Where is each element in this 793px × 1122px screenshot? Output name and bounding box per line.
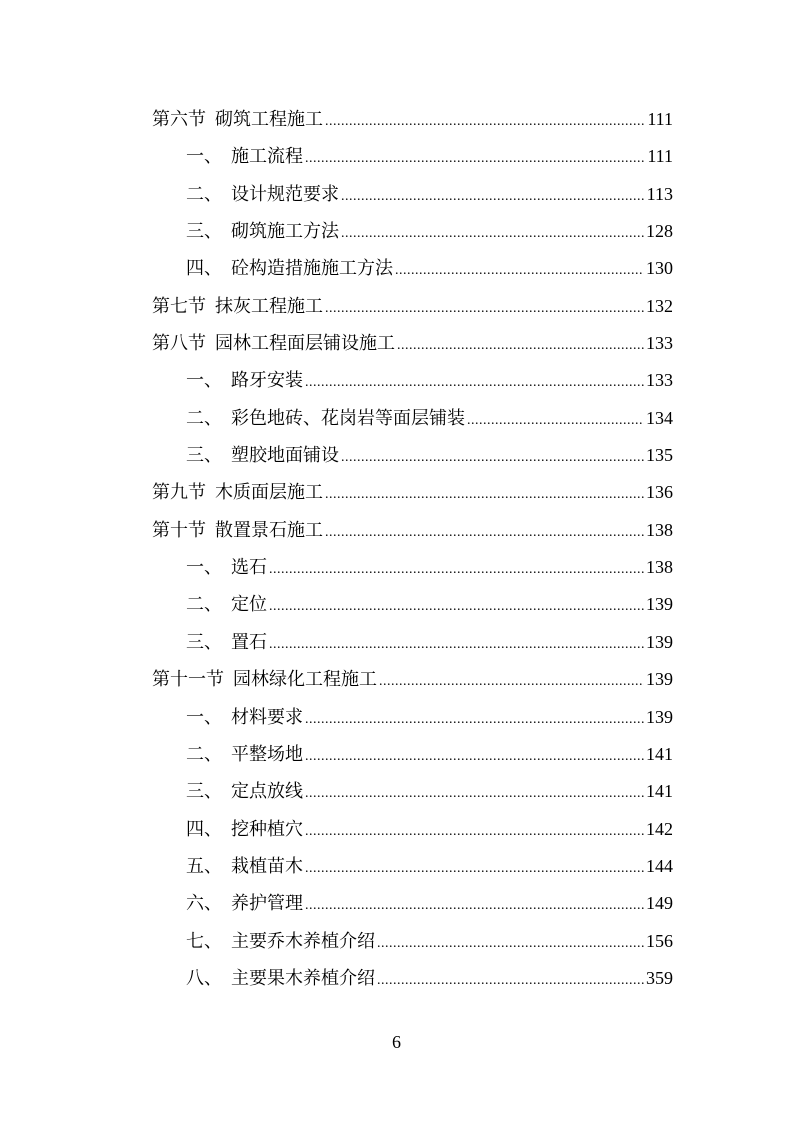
toc-entry-page: 141 <box>646 743 673 764</box>
toc-entry-title: 定点放线 <box>231 781 303 803</box>
toc-subsection-entry[interactable] <box>152 549 673 586</box>
toc-entry-title: 园林工程面层铺设施工 <box>215 333 395 355</box>
toc-entry-number: 二、 <box>186 743 222 765</box>
toc-subsection-entry[interactable] <box>152 176 673 213</box>
toc-entry-page: 156 <box>646 930 673 951</box>
toc-entry-title: 置石 <box>231 631 267 653</box>
toc-subsection-entry[interactable] <box>152 960 673 997</box>
toc-dot-leader <box>395 252 644 289</box>
toc-entry-page: 139 <box>646 669 673 690</box>
toc-dot-leader <box>341 215 644 252</box>
toc-subsection-entry[interactable] <box>152 848 673 885</box>
toc-entry-page: 113 <box>646 183 673 204</box>
toc-entry-title: 主要果木养植介绍 <box>231 967 375 989</box>
toc-dot-leader <box>379 663 644 700</box>
toc-entry-number: 四、 <box>186 258 222 280</box>
toc-entry-number: 三、 <box>186 445 222 467</box>
toc-entry-page: 139 <box>646 706 673 727</box>
toc-entry-page: 149 <box>646 893 673 914</box>
toc-entry-number: 第九节 <box>152 482 206 504</box>
toc-dot-leader <box>305 701 644 738</box>
toc-section-entry[interactable] <box>152 661 673 698</box>
toc-section-entry[interactable] <box>152 288 673 325</box>
toc-dot-leader <box>467 402 644 439</box>
toc-entry-page: 133 <box>646 370 673 391</box>
toc-entry-page: 111 <box>647 146 673 167</box>
toc-dot-leader <box>341 178 645 215</box>
toc-entry-page: 138 <box>646 557 673 578</box>
toc-subsection-entry[interactable] <box>152 400 673 437</box>
toc-dot-leader <box>377 962 644 999</box>
toc-entry-page: 135 <box>646 445 673 466</box>
toc-subsection-entry[interactable] <box>152 923 673 960</box>
toc-entry-page: 111 <box>647 109 673 129</box>
toc-subsection-entry[interactable] <box>152 437 673 474</box>
toc-subsection-entry[interactable] <box>152 624 673 661</box>
toc-dot-leader <box>305 775 644 812</box>
toc-entry-number: 四、 <box>186 818 222 840</box>
toc-entry-title: 抹灰工程施工 <box>215 295 323 317</box>
table-of-contents <box>152 101 673 997</box>
toc-entry-number: 七、 <box>186 930 222 952</box>
toc-entry-number: 五、 <box>186 855 222 877</box>
toc-subsection-entry[interactable] <box>152 250 673 287</box>
toc-entry-number: 一、 <box>186 370 222 392</box>
toc-entry-number: 第八节 <box>152 333 206 355</box>
toc-entry-title: 材料要求 <box>231 706 303 728</box>
toc-subsection-entry[interactable] <box>152 699 673 736</box>
toc-dot-leader <box>305 738 644 775</box>
toc-entry-title: 施工流程 <box>231 146 303 168</box>
toc-entry-title: 挖种植穴 <box>231 818 303 840</box>
toc-entry-number: 一、 <box>186 557 222 579</box>
toc-dot-leader <box>305 140 645 177</box>
toc-section-entry[interactable] <box>152 474 673 511</box>
toc-section-entry[interactable] <box>152 512 673 549</box>
toc-dot-leader <box>325 103 645 140</box>
toc-entry-title: 塑胶地面铺设 <box>231 445 339 467</box>
toc-entry-number: 第六节 <box>152 109 206 130</box>
toc-entry-title: 彩色地砖、花岗岩等面层铺装 <box>231 407 465 429</box>
toc-entry-page: 138 <box>646 519 673 540</box>
toc-subsection-entry[interactable] <box>152 138 673 175</box>
toc-entry-number: 第七节 <box>152 295 206 317</box>
toc-entry-title: 选石 <box>231 557 267 579</box>
toc-dot-leader <box>305 813 644 850</box>
toc-dot-leader <box>377 925 644 962</box>
toc-dot-leader <box>325 514 644 551</box>
toc-dot-leader <box>305 887 644 924</box>
toc-entry-number: 一、 <box>186 706 222 728</box>
toc-dot-leader <box>341 439 644 476</box>
toc-subsection-entry[interactable] <box>152 362 673 399</box>
toc-entry-page: 139 <box>646 594 673 615</box>
toc-entry-number: 第十节 <box>152 519 206 541</box>
toc-dot-leader <box>325 476 644 513</box>
toc-entry-page: 133 <box>646 333 673 354</box>
toc-entry-number: 二、 <box>186 594 222 616</box>
toc-dot-leader <box>269 626 644 663</box>
toc-dot-leader <box>305 364 644 401</box>
toc-entry-number: 二、 <box>186 183 222 205</box>
toc-subsection-entry[interactable] <box>152 885 673 922</box>
toc-section-entry[interactable] <box>152 101 673 138</box>
toc-entry-title: 设计规范要求 <box>231 183 339 205</box>
toc-subsection-entry[interactable] <box>152 586 673 623</box>
page-number: 6 <box>392 1032 401 1052</box>
toc-entry-page: 142 <box>646 818 673 839</box>
toc-dot-leader <box>269 588 644 625</box>
toc-entry-title: 主要乔木养植介绍 <box>231 930 375 952</box>
toc-entry-title: 木质面层施工 <box>215 482 323 504</box>
toc-entry-title: 砼构造措施施工方法 <box>231 258 393 280</box>
toc-entry-page: 130 <box>646 258 673 279</box>
toc-entry-number: 三、 <box>186 631 222 653</box>
toc-entry-number: 八、 <box>186 967 222 989</box>
toc-entry-number: 第十一节 <box>152 669 224 691</box>
toc-entry-page: 144 <box>646 855 673 876</box>
toc-entry-page: 141 <box>646 781 673 802</box>
toc-dot-leader <box>325 290 644 327</box>
toc-subsection-entry[interactable] <box>152 736 673 773</box>
toc-entry-title: 定位 <box>231 594 267 616</box>
toc-entry-title: 园林绿化工程施工 <box>233 669 377 691</box>
toc-entry-page: 134 <box>646 407 673 428</box>
toc-entry-number: 三、 <box>186 781 222 803</box>
toc-subsection-entry[interactable] <box>152 811 673 848</box>
toc-entry-title: 砌筑施工方法 <box>231 221 339 243</box>
toc-entry-page: 128 <box>646 221 673 242</box>
toc-entry-title: 散置景石施工 <box>215 519 323 541</box>
toc-entry-title: 砌筑工程施工 <box>215 109 323 130</box>
toc-entry-title: 栽植苗木 <box>231 855 303 877</box>
toc-entry-page: 359 <box>646 967 673 988</box>
toc-entry-page: 139 <box>646 631 673 652</box>
toc-section-entry[interactable] <box>152 325 673 362</box>
toc-entry-number: 六、 <box>186 893 222 915</box>
toc-subsection-entry[interactable] <box>152 213 673 250</box>
toc-dot-leader <box>305 850 644 887</box>
toc-dot-leader <box>269 551 644 588</box>
toc-entry-title: 平整场地 <box>231 743 303 765</box>
toc-subsection-entry[interactable] <box>152 773 673 810</box>
toc-entry-number: 三、 <box>186 221 222 243</box>
toc-entry-page: 136 <box>646 482 673 503</box>
toc-entry-number: 二、 <box>186 407 222 429</box>
toc-entry-number: 一、 <box>186 146 222 168</box>
toc-entry-title: 养护管理 <box>231 893 303 915</box>
toc-dot-leader <box>397 327 644 364</box>
toc-entry-title: 路牙安装 <box>231 370 303 392</box>
toc-entry-page: 132 <box>646 295 673 316</box>
